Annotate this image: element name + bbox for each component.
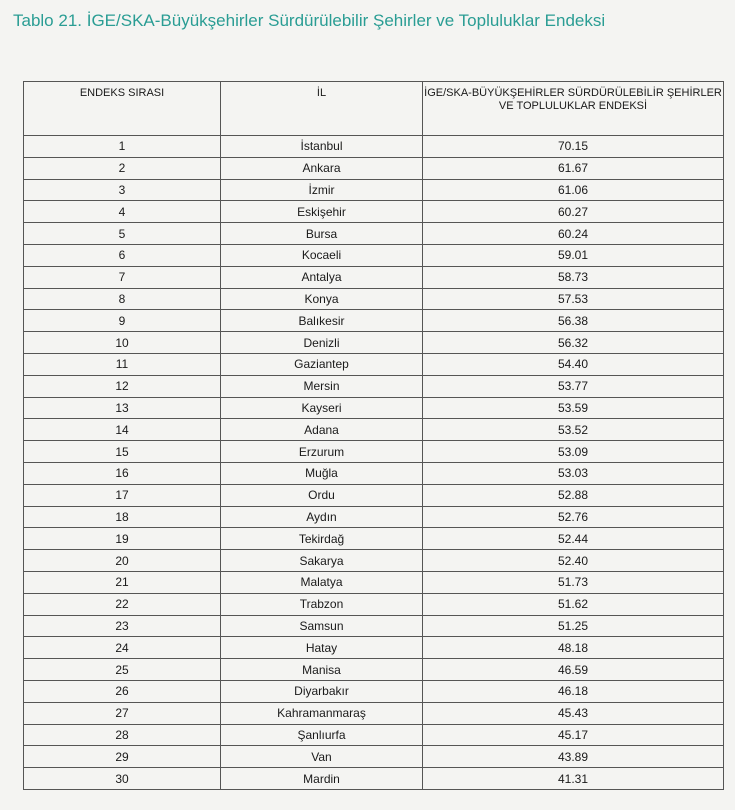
rank-cell: 25 — [24, 659, 221, 681]
index-value-cell: 43.89 — [423, 746, 724, 768]
table-row — [24, 659, 724, 681]
index-value-cell: 53.77 — [423, 375, 724, 397]
province-cell: Trabzon — [221, 593, 423, 615]
province-cell: İzmir — [221, 179, 423, 201]
table-row — [24, 724, 724, 746]
rank-cell: 2 — [24, 157, 221, 179]
rank-cell: 26 — [24, 680, 221, 702]
table-row — [24, 702, 724, 724]
rank-cell: 27 — [24, 702, 221, 724]
index-value-cell: 61.67 — [423, 157, 724, 179]
province-cell: İstanbul — [221, 136, 423, 158]
index-value-cell: 53.59 — [423, 397, 724, 419]
index-value-cell: 54.40 — [423, 353, 724, 375]
index-value-cell: 56.32 — [423, 332, 724, 354]
province-cell: Kocaeli — [221, 244, 423, 266]
rank-cell: 5 — [24, 223, 221, 245]
province-cell: Antalya — [221, 266, 423, 288]
rank-cell: 7 — [24, 266, 221, 288]
rank-cell: 22 — [24, 593, 221, 615]
province-cell: Diyarbakır — [221, 680, 423, 702]
table-row — [24, 571, 724, 593]
table-row — [24, 506, 724, 528]
index-value-cell: 60.24 — [423, 223, 724, 245]
index-value-cell: 59.01 — [423, 244, 724, 266]
province-cell: Erzurum — [221, 441, 423, 463]
index-value-cell: 46.59 — [423, 659, 724, 681]
province-cell: Mardin — [221, 768, 423, 790]
table-row — [24, 768, 724, 790]
index-value-cell: 60.27 — [423, 201, 724, 223]
index-table — [23, 81, 724, 790]
province-cell: Gaziantep — [221, 353, 423, 375]
index-value-cell: 52.44 — [423, 528, 724, 550]
index-value-cell: 46.18 — [423, 680, 724, 702]
province-cell: Denizli — [221, 332, 423, 354]
page-title: Tablo 21. İGE/SKA-Büyükşehirler Sürdürülebilir Şehirler ve Topluluklar Endeksi — [13, 11, 606, 30]
province-cell: Muğla — [221, 462, 423, 484]
index-value-cell: 70.15 — [423, 136, 724, 158]
index-value-cell: 53.03 — [423, 462, 724, 484]
province-cell: Balıkesir — [221, 310, 423, 332]
province-cell: Bursa — [221, 223, 423, 245]
province-cell: Malatya — [221, 571, 423, 593]
province-cell: Hatay — [221, 637, 423, 659]
table-row — [24, 136, 724, 158]
index-value-cell: 52.88 — [423, 484, 724, 506]
table-row — [24, 746, 724, 768]
rank-cell: 20 — [24, 550, 221, 572]
table-row — [24, 157, 724, 179]
table-row — [24, 179, 724, 201]
table-row — [24, 550, 724, 572]
rank-cell: 16 — [24, 462, 221, 484]
table-row — [24, 680, 724, 702]
province-cell: Manisa — [221, 659, 423, 681]
index-value-cell: 56.38 — [423, 310, 724, 332]
rank-cell: 14 — [24, 419, 221, 441]
table-row — [24, 332, 724, 354]
rank-cell: 24 — [24, 637, 221, 659]
rank-cell: 17 — [24, 484, 221, 506]
table-row — [24, 484, 724, 506]
rank-cell: 23 — [24, 615, 221, 637]
province-cell: Van — [221, 746, 423, 768]
rank-cell: 28 — [24, 724, 221, 746]
index-value-cell: 53.52 — [423, 419, 724, 441]
province-cell: Konya — [221, 288, 423, 310]
rank-cell: 30 — [24, 768, 221, 790]
table-row — [24, 310, 724, 332]
province-cell: Şanlıurfa — [221, 724, 423, 746]
table-row — [24, 528, 724, 550]
rank-cell: 10 — [24, 332, 221, 354]
index-value-cell: 58.73 — [423, 266, 724, 288]
table-row — [24, 353, 724, 375]
index-value-cell: 52.76 — [423, 506, 724, 528]
table-row — [24, 615, 724, 637]
province-cell: Tekirdağ — [221, 528, 423, 550]
index-value-cell: 41.31 — [423, 768, 724, 790]
rank-cell: 29 — [24, 746, 221, 768]
table-row — [24, 244, 724, 266]
index-value-cell: 51.73 — [423, 571, 724, 593]
province-cell: Mersin — [221, 375, 423, 397]
table-row — [24, 397, 724, 419]
index-value-cell: 53.09 — [423, 441, 724, 463]
table-row — [24, 637, 724, 659]
table-row — [24, 593, 724, 615]
table-row — [24, 441, 724, 463]
table-body — [24, 136, 724, 790]
rank-cell: 11 — [24, 353, 221, 375]
province-cell: Kayseri — [221, 397, 423, 419]
table-row — [24, 419, 724, 441]
rank-cell: 15 — [24, 441, 221, 463]
header-rank: ENDEKS SIRASI — [24, 82, 221, 136]
province-cell: Ankara — [221, 157, 423, 179]
table-row — [24, 462, 724, 484]
table-header-row — [24, 82, 724, 136]
table-row — [24, 266, 724, 288]
province-cell: Eskişehir — [221, 201, 423, 223]
province-cell: Sakarya — [221, 550, 423, 572]
rank-cell: 3 — [24, 179, 221, 201]
index-value-cell: 52.40 — [423, 550, 724, 572]
table-row — [24, 201, 724, 223]
index-value-cell: 45.43 — [423, 702, 724, 724]
province-cell: Adana — [221, 419, 423, 441]
index-value-cell: 51.62 — [423, 593, 724, 615]
table-row — [24, 375, 724, 397]
index-value-cell: 57.53 — [423, 288, 724, 310]
table-row — [24, 223, 724, 245]
header-province: İL — [221, 82, 423, 136]
rank-cell: 9 — [24, 310, 221, 332]
province-cell: Ordu — [221, 484, 423, 506]
rank-cell: 4 — [24, 201, 221, 223]
rank-cell: 8 — [24, 288, 221, 310]
index-value-cell: 51.25 — [423, 615, 724, 637]
rank-cell: 1 — [24, 136, 221, 158]
table-row — [24, 288, 724, 310]
rank-cell: 12 — [24, 375, 221, 397]
rank-cell: 19 — [24, 528, 221, 550]
index-value-cell: 61.06 — [423, 179, 724, 201]
province-cell: Kahramanmaraş — [221, 702, 423, 724]
header-index: İGE/SKA-BÜYÜKŞEHİRLER SÜRDÜRÜLEBİLİR ŞEHİRLER VE TOPLULUKLAR ENDEKSİ — [423, 82, 724, 136]
rank-cell: 6 — [24, 244, 221, 266]
rank-cell: 18 — [24, 506, 221, 528]
rank-cell: 21 — [24, 571, 221, 593]
province-cell: Samsun — [221, 615, 423, 637]
index-value-cell: 45.17 — [423, 724, 724, 746]
index-value-cell: 48.18 — [423, 637, 724, 659]
rank-cell: 13 — [24, 397, 221, 419]
province-cell: Aydın — [221, 506, 423, 528]
